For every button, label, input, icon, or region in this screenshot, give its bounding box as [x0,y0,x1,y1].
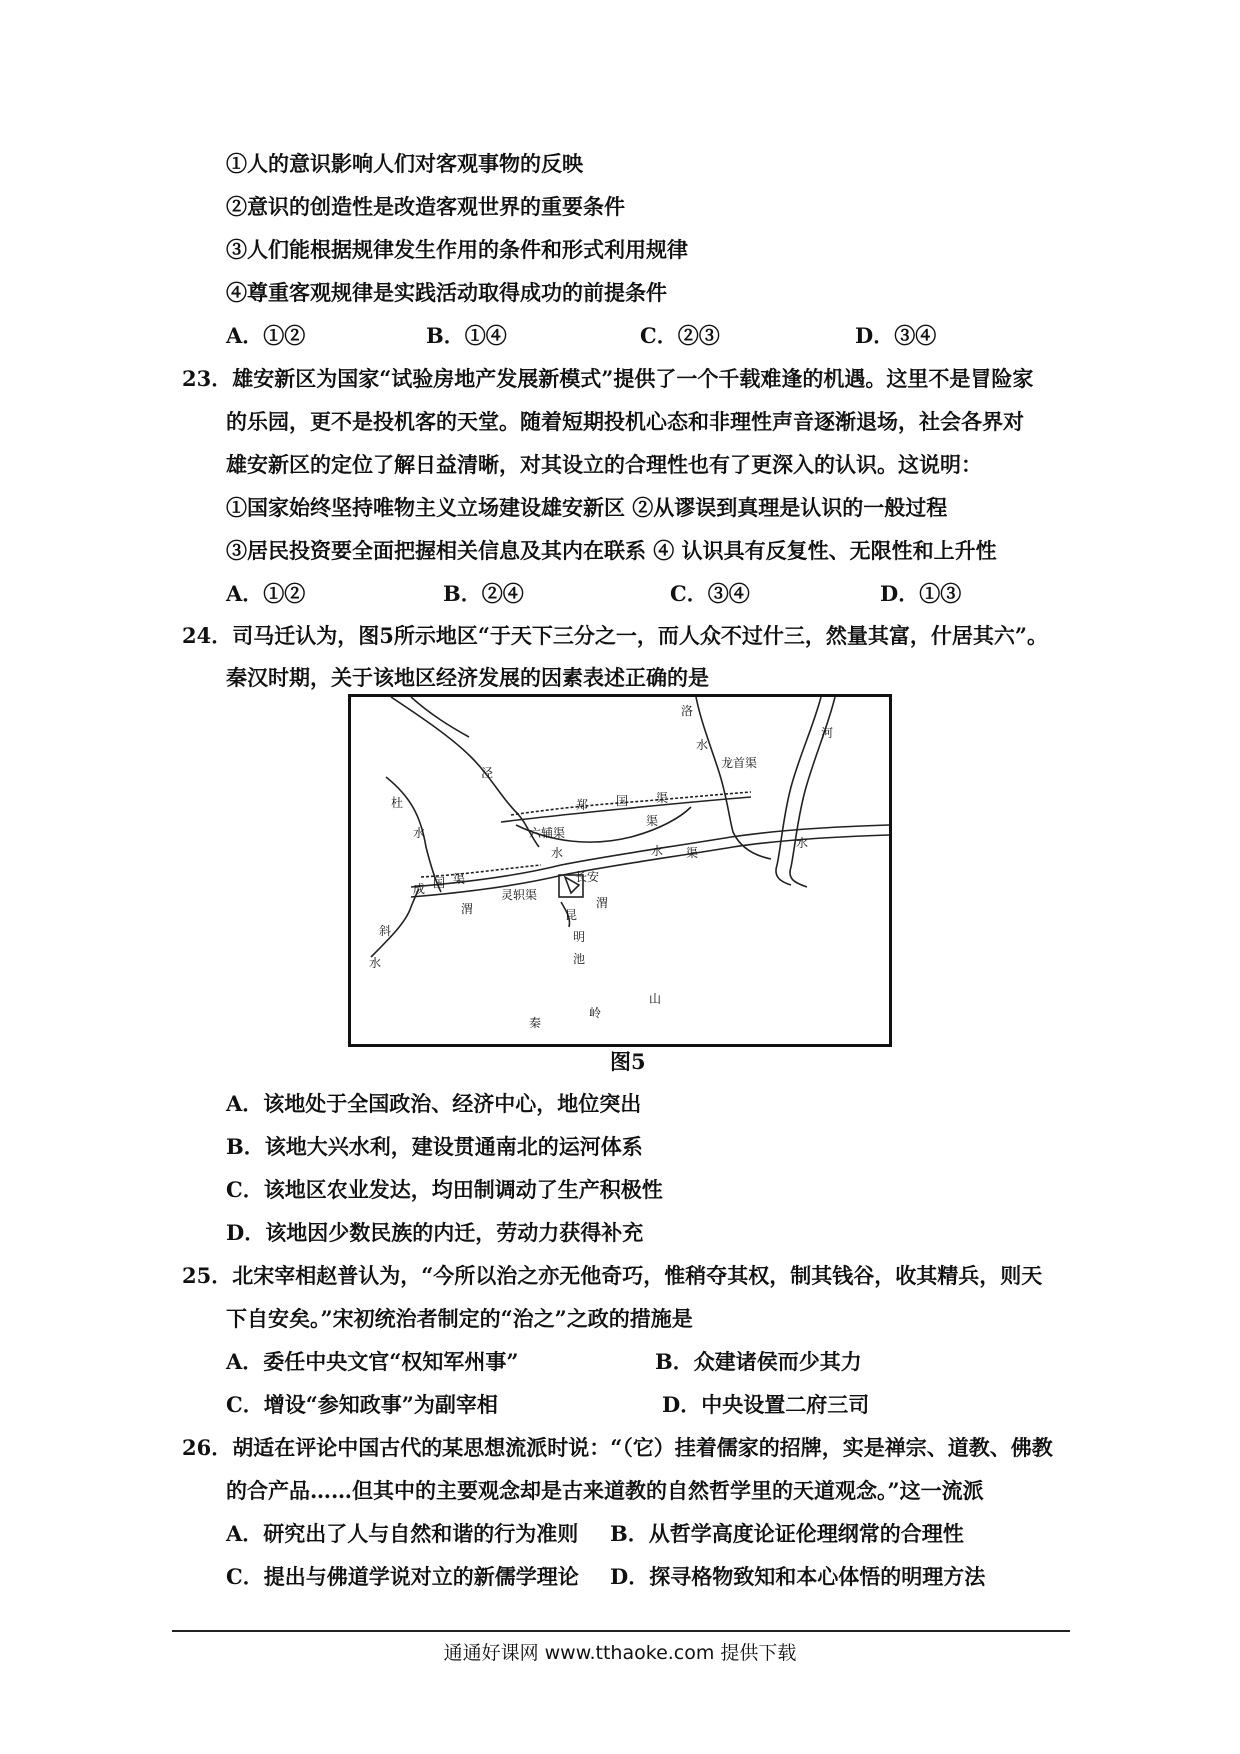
map-label-xie-shui: 水 [369,956,382,970]
q23-option-a: A．①② [226,581,306,606]
q26-stem-line-1: 26．胡适在评论中国古代的某思想流派时说：“（它）挂着儒家的招牌，实是禅宗、道教、佛教 [182,1435,1053,1460]
map-label-long-shou-qu: 龙首渠 [721,756,758,770]
q22-option-a: A．①② [226,323,306,348]
map-label-zheng: 郑 [576,798,589,812]
q26-option-d: D．探寻格物致知和本心体悟的明理方法 [610,1564,986,1589]
map-label-luo-shui: 水 [696,738,709,752]
map-label-jing-shui: 水 [551,846,564,860]
footer-divider [172,1630,1070,1632]
q22-statement-3: ③人们能根据规律发生作用的条件和形式利用规律 [226,237,688,262]
q25-stem-line-1: 25．北宋宰相赵普认为，“今所以治之亦无他奇巧，惟稍夺其权，制其钱谷，收其精兵，则天 [182,1263,1043,1288]
q22-option-c: C．②③ [640,323,720,348]
q22-statement-4: ④尊重客观规律是实践活动取得成功的前提条件 [226,280,667,305]
map-label-zheng-qu: 渠 [656,791,669,805]
map-label-canal-qu: 渠 [686,846,699,860]
map-label-chang-an: 长安 [575,870,600,884]
map-label-he-shui: 水 [796,836,809,850]
q25-option-a: A．委任中央文官“权知军州事” [226,1349,519,1374]
figure-caption: 图5 [610,1049,646,1074]
q23-statement-1: ①国家始终坚持唯物主义立场建设雄安新区 ②从谬误到真理是认识的一般过程 [226,495,948,520]
map-label-wei-a: 渭 [461,902,474,916]
q26-option-a: A．研究出了人与自然和谐的行为准则 [226,1521,579,1546]
map-label-cheng: 成 [413,882,426,896]
map-label-du: 杜 [391,796,404,810]
q26-stem-line-2: 的合产品……但其中的主要观念却是古来道教的自然哲学里的天道观念。”这一流派 [226,1478,984,1503]
map-labels [369,704,833,1030]
map-label-zheng-guo: 国 [616,794,629,808]
map-label-luo: 洛 [681,704,694,718]
q23-stem-line-1: 23．雄安新区为国家“试验房地产发展新模式”提供了一个千载难逢的机遇。这里不是冒险家 [182,366,1034,391]
map-label-wei-b: 渭 [596,896,609,910]
q24-stem-line-2: 秦汉时期，关于该地区经济发展的因素表述正确的是 [226,665,709,690]
map-label-he: 河 [821,726,834,740]
map-label-chi: 池 [573,952,586,966]
map-label-jing: 泾 [481,766,494,780]
q22-option-d: D．③④ [855,323,937,348]
q24-option-d: D．该地因少数民族的内迁，劳动力获得补充 [226,1220,644,1245]
map-label-xie: 斜 [379,924,392,938]
q23-option-d: D．①③ [880,581,962,606]
map-label-liu-fu-qu-b: 渠 [646,814,659,828]
q23-statement-2: ③居民投资要全面把握相关信息及其内在联系 ④ 认识具有反复性、无限性和上升性 [226,538,997,563]
q26-option-c: C．提出与佛道学说对立的新儒学理论 [226,1564,579,1589]
map-label-ling-zhi-qu: 灵轵渠 [501,888,538,902]
map-drawing [351,697,889,1044]
q23-option-b: B．②④ [443,581,524,606]
q25-option-c: C．增设“参知政事”为副宰相 [226,1392,498,1417]
q22-option-b: B．①④ [426,323,507,348]
map-label-ling: 岭 [589,1006,602,1020]
q23-option-c: C．③④ [670,581,750,606]
map-label-du-shui: 水 [413,826,426,840]
q24-option-a: A．该地处于全国政治、经济中心，地位突出 [226,1091,642,1116]
map-label-shan: 山 [649,992,662,1006]
map-label-qin: 秦 [529,1016,542,1030]
q24-option-c: C．该地区农业发达，均田制调动了生产积极性 [226,1177,663,1202]
map-label-kun: 昆 [565,908,578,922]
map-label-cheng-qu: 渠 [453,872,466,886]
q26-option-b: B．从哲学高度论证伦理纲常的合理性 [610,1521,964,1546]
q22-statement-1: ①人的意识影响人们对客观事物的反映 [226,151,583,176]
q25-stem-line-2: 下自安矣。”宋初统治者制定的“治之”之政的措施是 [226,1306,693,1331]
q25-option-d: D．中央设置二府三司 [662,1392,870,1417]
q24-option-b: B．该地大兴水利，建设贯通南北的运河体系 [226,1134,643,1159]
q25-option-b: B．众建诸侯而少其力 [655,1349,862,1374]
map-label-ming: 明 [573,930,586,944]
map-label-wei-shui: 水 [651,844,664,858]
q23-stem-line-2: 的乐园，更不是投机客的天堂。随着短期投机心态和非理性声音逐渐退场，社会各界对 [226,409,1024,434]
map-label-liu-fu-qu: 六辅渠 [529,826,566,840]
q22-statement-2: ②意识的创造性是改造客观世界的重要条件 [226,194,625,219]
map-label-cheng-guo: 国 [433,876,446,890]
q23-stem-line-3: 雄安新区的定位了解日益清晰，对其设立的合理性也有了更深入的认识。这说明： [226,452,982,477]
q24-stem-line-1: 24．司马迁认为，图5所示地区“于天下三分之一，而人众不过什三，然量其富，什居其六”。 [182,623,1048,648]
footer-text: 通通好课网 www.tthaoke.com 提供下载 [443,1642,797,1664]
figure-5-map [348,694,892,1047]
